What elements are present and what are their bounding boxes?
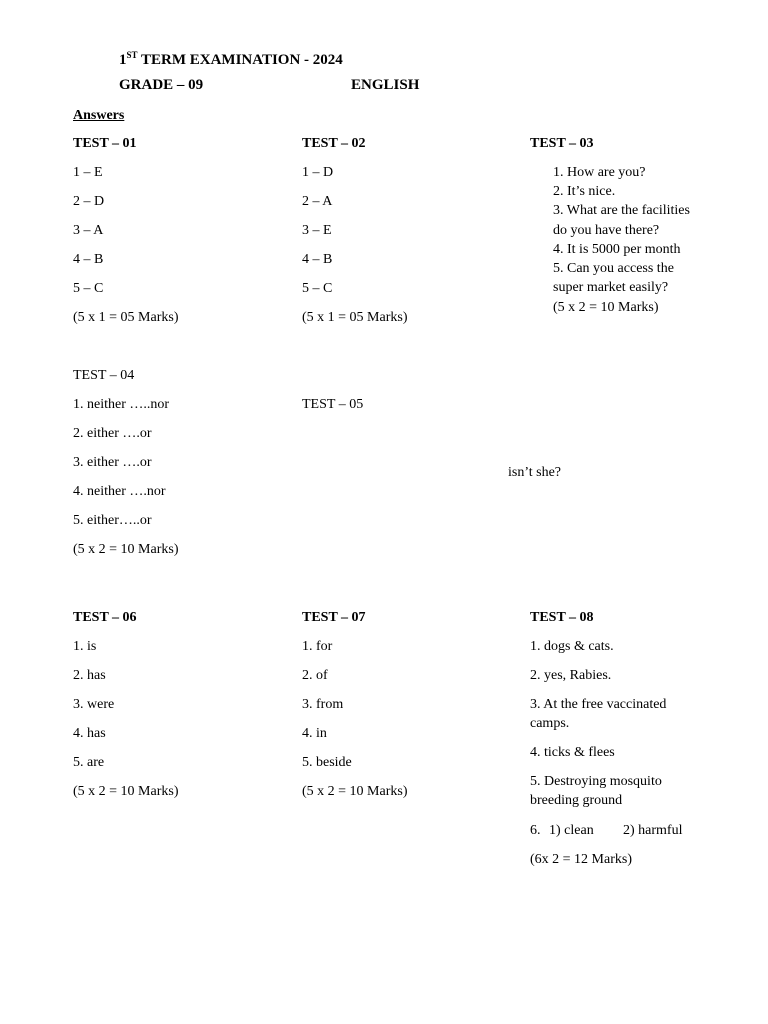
test07-marks: (5 x 2 = 10 Marks) [302,784,408,799]
test02-title: TEST – 02 [302,136,366,151]
test03-title: TEST – 03 [530,136,594,151]
test06-title: TEST – 06 [73,610,137,625]
test05-answer: isn’t she? [508,465,562,480]
test03-marks: (5 x 2 = 10 Marks) [553,300,659,315]
test07-answer: 5. beside [302,755,352,770]
test08-item6-answer-a: 1) clean [549,823,594,838]
test07-answer: 3. from [302,697,344,712]
test08-line: 4. ticks & flees [530,745,615,760]
grade-label: GRADE – 09 [119,77,204,93]
test02-answer: 2 – A [302,194,333,209]
test02-answer: 5 – C [302,281,333,296]
test03-line: 5. Can you access the [553,261,674,276]
test04-answer: 1. neither …..nor [73,397,170,412]
test05-title: TEST – 05 [302,397,364,412]
test06-answer: 3. were [73,697,115,712]
test07-title: TEST – 07 [302,610,366,625]
test04-title: TEST – 04 [73,368,135,383]
test01-answer: 1 – E [73,165,103,180]
test01-answer: 5 – C [73,281,104,296]
test07-answer: 4. in [302,726,327,741]
test02-answer: 3 – E [302,223,332,238]
test01-answer: 3 – A [73,223,104,238]
test08-line: 5. Destroying mosquito [530,774,662,789]
test04-answer: 4. neither ….nor [73,484,166,499]
test03-line: 2. It’s nice. [553,184,616,199]
test08-line: camps. [530,716,570,731]
test03-line: 3. What are the facilities [553,203,690,218]
test08-item6-number: 6. [530,823,541,838]
test08-line: 2. yes, Rabies. [530,668,612,683]
test03-line: 1. How are you? [553,165,646,180]
test08-line: 3. At the free vaccinated [530,697,667,712]
exam-title: 1ST TERM EXAMINATION - 2024 [119,50,343,68]
test06-answer: 4. has [73,726,106,741]
test08-line: 1. dogs & cats. [530,639,614,654]
test08-line: breeding ground [530,793,623,808]
test04-answer: 5. either…..or [73,513,152,528]
test03-line: 4. It is 5000 per month [553,242,681,257]
test06-answer: 5. are [73,755,105,770]
test03-line: do you have there? [553,223,660,238]
test01-marks: (5 x 1 = 05 Marks) [73,310,179,325]
test06-marks: (5 x 2 = 10 Marks) [73,784,179,799]
test08-marks: (6x 2 = 12 Marks) [530,852,632,867]
test08-title: TEST – 08 [530,610,594,625]
test04-answer: 3. either ….or [73,455,152,470]
test04-marks: (5 x 2 = 10 Marks) [73,542,179,557]
test08-item6-answer-b: 2) harmful [623,823,683,838]
test03-line: super market easily? [553,280,669,295]
test01-title: TEST – 01 [73,136,137,151]
test06-answer: 1. is [73,639,97,654]
test01-answer: 4 – B [73,252,104,267]
test02-answer: 1 – D [302,165,334,180]
test07-answer: 2. of [302,668,328,683]
test02-marks: (5 x 1 = 05 Marks) [302,310,408,325]
ordinal-suffix: ST [126,50,138,60]
test07-answer: 1. for [302,639,333,654]
subject-label: ENGLISH [351,77,420,93]
test04-answer: 2. either ….or [73,426,152,441]
answers-heading: Answers [73,108,125,123]
test01-answer: 2 – D [73,194,105,209]
test02-answer: 4 – B [302,252,333,267]
test06-answer: 2. has [73,668,106,683]
